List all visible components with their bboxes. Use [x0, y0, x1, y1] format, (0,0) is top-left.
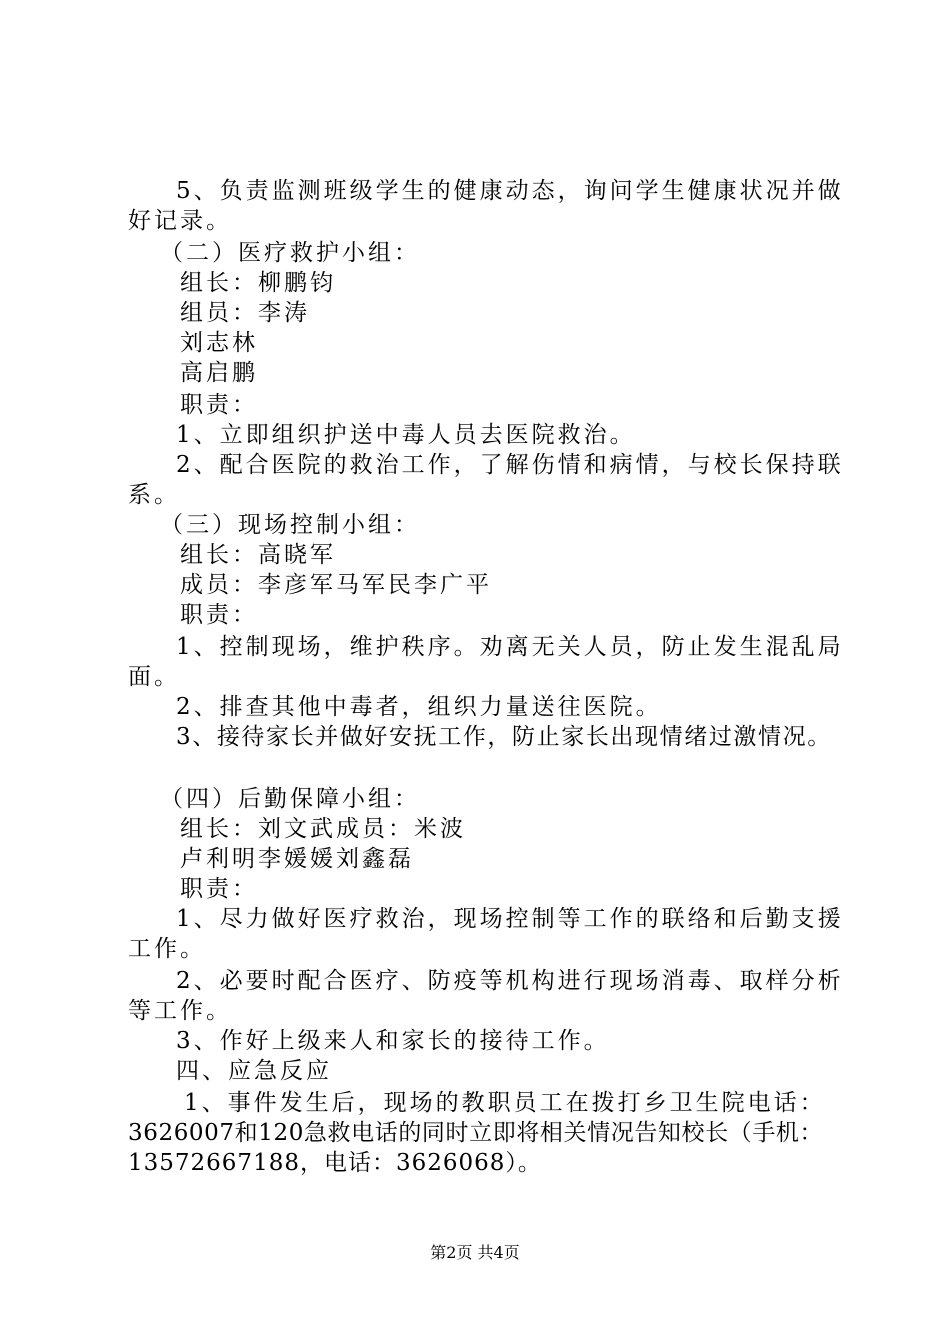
paragraph-line: 组员：李涛	[180, 300, 310, 326]
paragraph-line: 组长：柳鹏钧	[180, 270, 336, 296]
section-heading: 四、应急反应	[176, 1058, 332, 1084]
paragraph-line: 高启鹏	[180, 360, 258, 386]
paragraph-line: 1、控制现场，维护秩序。劝离无关人员，防止发生混乱局	[176, 634, 844, 660]
paragraph-line: 组长：高晓军	[180, 542, 336, 568]
paragraph-line: 1、事件发生后，现场的教职员工在拨打乡卫生院电话：	[184, 1090, 826, 1116]
paragraph-line: 13572667188，电话：3626068）。	[128, 1150, 542, 1176]
paragraph-line: 好记录。	[128, 208, 232, 234]
paragraph-line: 3、接待家长并做好安抚工作，防止家长出现情绪过激情况。	[176, 724, 832, 750]
paragraph-line: 工作。	[128, 936, 206, 962]
paragraph-line: 职责：	[180, 876, 258, 902]
page-number-footer: 第2页 共4页	[430, 1243, 520, 1262]
paragraph-line: 面。	[128, 664, 180, 690]
paragraph-line: 卢利明李媛媛刘鑫磊	[180, 846, 414, 872]
paragraph-line: 刘志林	[180, 330, 258, 356]
section-heading: （二）医疗救护小组：	[160, 240, 420, 266]
paragraph-line: 组长：刘文武成员：米波	[180, 816, 466, 842]
paragraph-line: 2、必要时配合医疗、防疫等机构进行现场消毒、取样分析	[176, 968, 844, 994]
section-heading: （四）后勤保障小组：	[160, 786, 420, 812]
paragraph-line: 职责：	[180, 392, 258, 418]
paragraph-line: 2、排查其他中毒者，组织力量送往医院。	[176, 694, 662, 720]
section-heading: （三）现场控制小组：	[160, 512, 420, 538]
paragraph-line: 系。	[128, 482, 180, 508]
paragraph-line: 2、配合医院的救治工作，了解伤情和病情，与校长保持联	[176, 452, 844, 478]
paragraph-line: 等工作。	[128, 998, 232, 1024]
paragraph-line: 1、尽力做好医疗救治，现场控制等工作的联络和后勤支援	[176, 906, 844, 932]
paragraph-line: 职责：	[180, 602, 258, 628]
paragraph-line: 3、作好上级来人和家长的接待工作。	[176, 1028, 610, 1054]
paragraph-line: 成员：李彦军马军民李广平	[180, 572, 492, 598]
paragraph-line: 5、负责监测班级学生的健康动态，询问学生健康状况并做	[176, 178, 844, 204]
paragraph-line: 3626007和120急救电话的同时立即将相关情况告知校长（手机：	[128, 1120, 824, 1146]
paragraph-line: 1、立即组织护送中毒人员去医院救治。	[176, 422, 636, 448]
